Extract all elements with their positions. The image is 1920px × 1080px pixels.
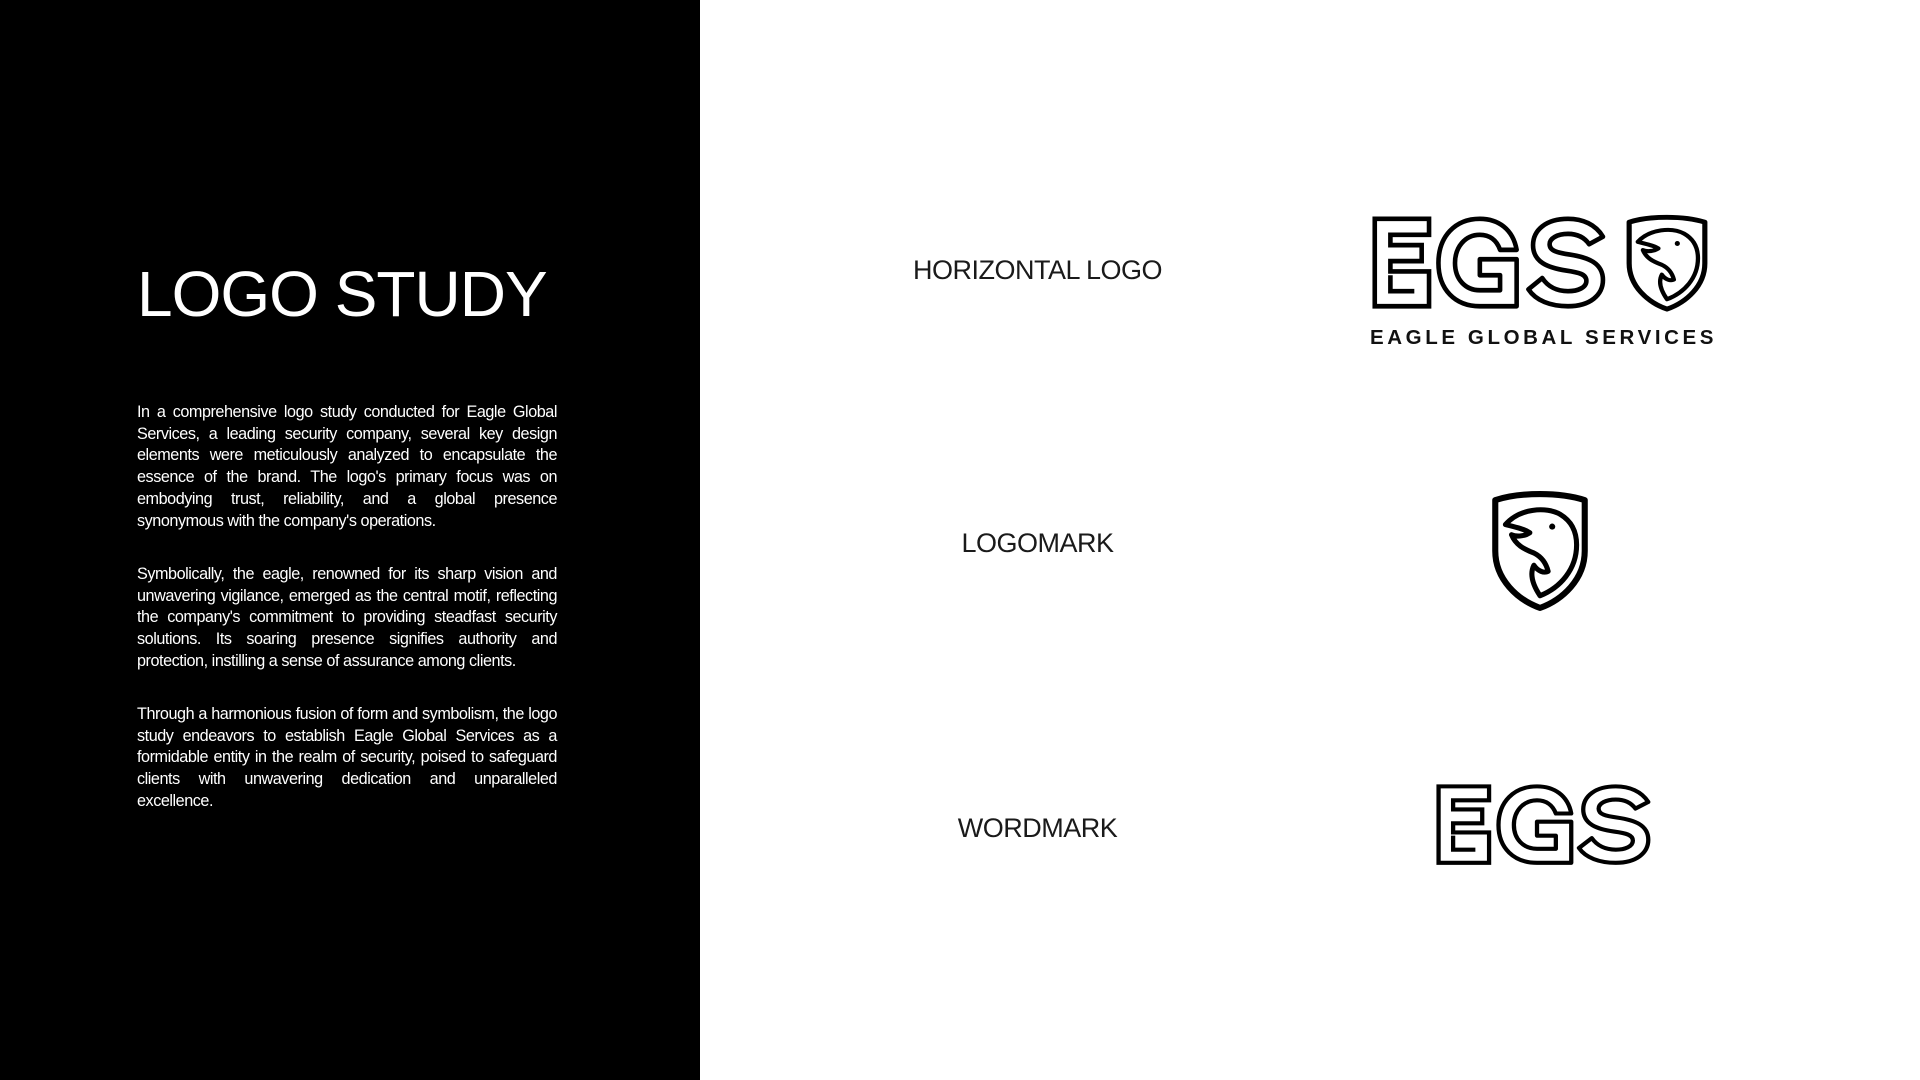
description-paragraph-1: In a comprehensive logo study conducted for Eagle Global Services, a leading security company, several key design elements were meticulously analyzed to encapsulate the essence of the brand. The logo's primary focus was on embodying trust, reliability, and a global presence synonymous with the company's operations. xyxy=(137,403,557,530)
page-title: LOGO STUDY xyxy=(137,258,547,330)
eagle-shield-icon xyxy=(1629,217,1705,309)
logomark xyxy=(1488,490,1592,612)
brand-tagline: EAGLE GLOBAL SERVICES xyxy=(1370,326,1718,349)
letter-g-icon xyxy=(1498,786,1571,862)
description-paragraph-3: Through a harmonious fusion of form and symbolism, the logo study endeavors to establish Eagle Global Services as a formidable entity in the realm of security, poised to safeguard clients with unwavering dedication and unparalleled excellence. xyxy=(137,705,557,810)
letter-e-icon xyxy=(1375,219,1429,306)
logomark-label: LOGOMARK xyxy=(961,528,1114,558)
left-panel xyxy=(0,0,700,1080)
letter-s-icon xyxy=(1579,786,1648,862)
eagle-shield-icon xyxy=(1495,494,1584,608)
horizontal-logo xyxy=(1372,214,1712,314)
horizontal-logo-label: HORIZONTAL LOGO xyxy=(912,255,1163,285)
description-paragraph-2: Symbolically, the eagle, renowned for its sharp vision and unwavering vigilance, emerged as the central motif, reflecting the company's commitment to providing steadfast security solutions. Its soaring presence signifies authority and protection, instilling a sense of assurance among clients. xyxy=(137,565,557,670)
wordmark xyxy=(1436,782,1650,868)
letter-s-icon xyxy=(1528,219,1603,306)
letter-g-icon xyxy=(1438,219,1516,306)
letter-e-icon xyxy=(1439,786,1490,862)
wordmark-label: WORDMARK xyxy=(957,813,1118,843)
